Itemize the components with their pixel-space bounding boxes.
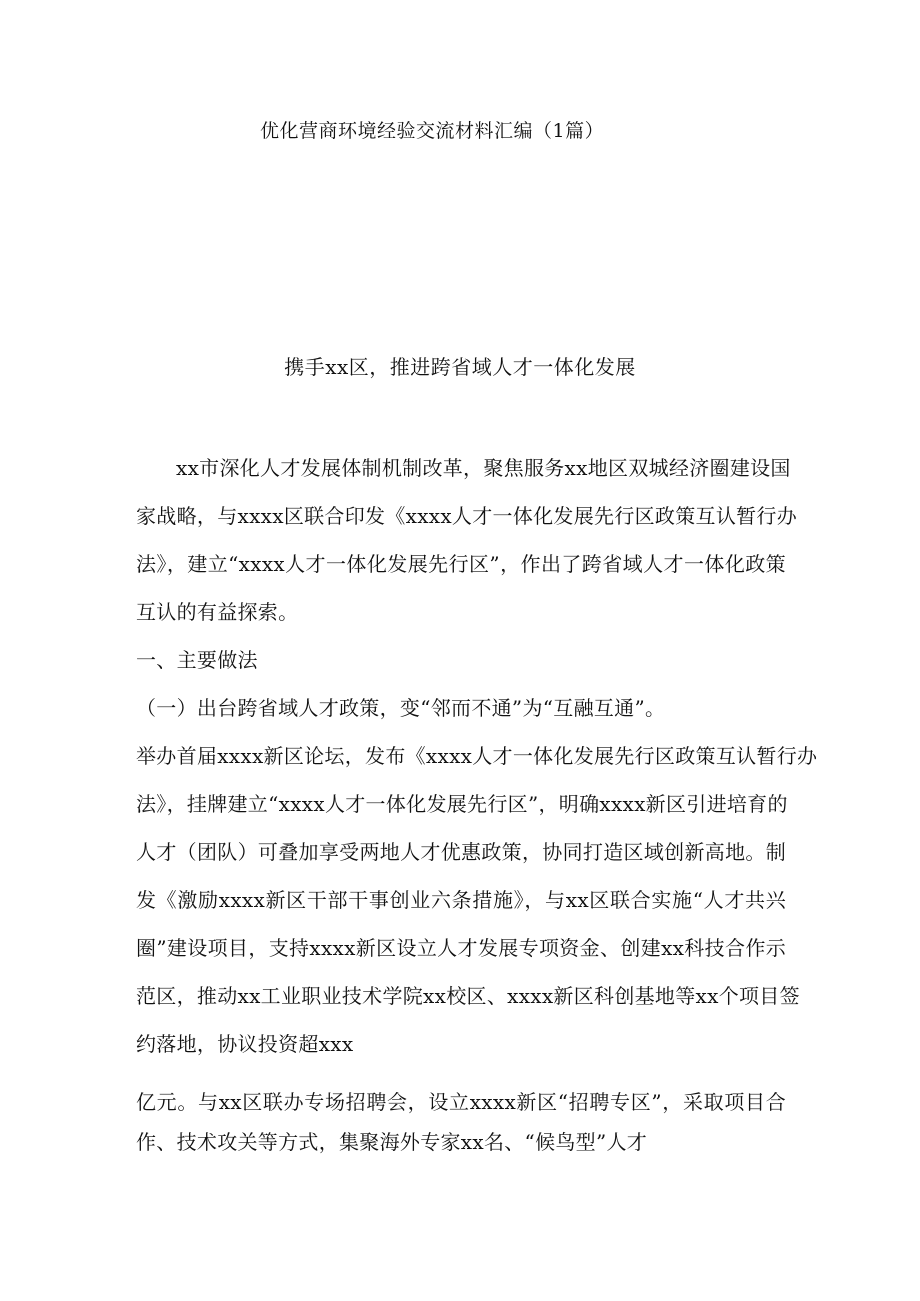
continuation-line: 作、技术攻关等方式，集聚海外专家xx名、“候鸟型”人才 bbox=[136, 1130, 648, 1154]
document-title: 优化营商环境经验交流材料汇编（1篇） bbox=[260, 120, 605, 142]
body-line: 范区，推动xx工业职业技术学院xx校区、xxxx新区科创基地等xx个项目签 bbox=[136, 984, 800, 1008]
section-heading: 一、主要做法 bbox=[136, 648, 258, 672]
body-line: 人才（团队）可叠加享受两地人才优惠政策，协同打造区域创新高地。制 bbox=[136, 840, 786, 864]
body-line: 圈”建设项目，支持xxxx新区设立人才发展专项资金、创建xx科技合作示 bbox=[136, 936, 786, 960]
body-line: 举办首届xxxx新区论坛，发布《xxxx人才一体化发展先行区政策互认暂行办 bbox=[136, 744, 818, 768]
continuation-line: 亿元。与xx区联办专场招聘会，设立xxxx新区“招聘专区”，采取项目合 bbox=[136, 1090, 786, 1114]
intro-line: 法》，建立“xxxx人才一体化发展先行区”，作出了跨省域人才一体化政策 bbox=[136, 552, 786, 576]
intro-line: 家战略，与xxxx区联合印发《xxxx人才一体化发展先行区政策互认暂行办 bbox=[136, 504, 798, 528]
intro-line: 互认的有益探索。 bbox=[136, 600, 299, 624]
intro-line: xx市深化人才发展体制机制改革，聚焦服务xx地区双城经济圈建设国 bbox=[176, 456, 791, 480]
subsection-heading: （一）出台跨省域人才政策，变“邻而不通”为“互融互通”。 bbox=[136, 696, 666, 720]
article-title: 携手xx区，推进跨省域人才一体化发展 bbox=[284, 355, 636, 379]
body-line: 发《激励xxxx新区干部干事创业六条措施》，与xx区联合实施“人才共兴 bbox=[136, 888, 786, 912]
body-line: 法》，挂牌建立“xxxx人才一体化发展先行区”，明确xxxx新区引进培育的 bbox=[136, 792, 788, 816]
body-line: 约落地，协议投资超xxx bbox=[136, 1032, 354, 1056]
